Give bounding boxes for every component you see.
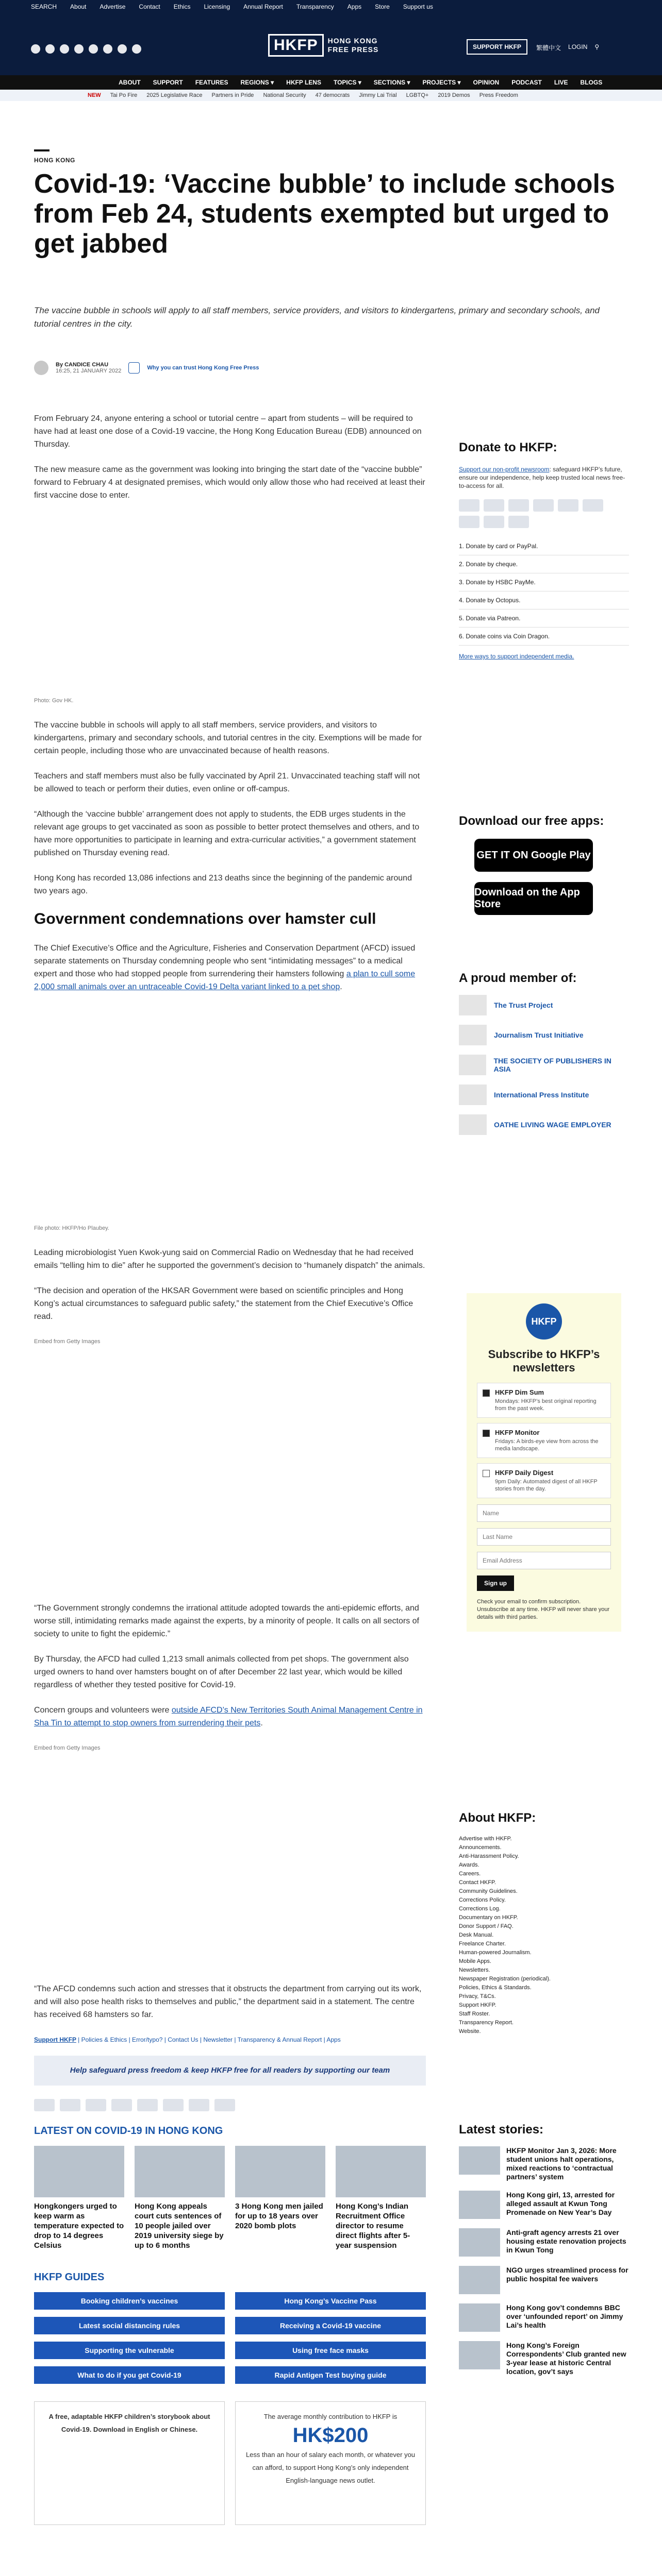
facebook-icon[interactable] — [31, 44, 40, 54]
headline[interactable]: 3 Hong Kong men jailed for up to 18 years over 2020 bomb plots — [235, 2202, 323, 2230]
topbar-store[interactable]: Store — [375, 3, 390, 10]
topbar-annual-report[interactable]: Annual Report — [243, 3, 283, 10]
logo-line-2: FREE PRESS — [327, 45, 379, 54]
checkbox[interactable] — [483, 1430, 490, 1437]
option-desc: Mondays: HKFP’s best original reporting from the past week. — [495, 1398, 597, 1412]
paragraph-text: . — [260, 1719, 263, 1727]
thumbnail — [459, 2146, 500, 2175]
paragraph: Leading microbiologist Yuen Kwok-yung said on Commercial Radio on Wednesday that he had received emails “telling him to die” after he supported the government’s decision to “humanely dispatch” the animals. — [34, 1248, 425, 1270]
paragraph: “The AFCD condemns such action and stresses that it obstructs the department from carrying out its work, and will also pose health risks to themselves and public,” the department said in a statement. The centre has received 68 hamsters so far. — [34, 1985, 422, 2019]
email-input[interactable]: Email Address — [477, 1552, 611, 1569]
list-item[interactable] — [459, 2303, 629, 2332]
guides-heading: HKFP GUIDES — [34, 2272, 105, 2283]
email-icon[interactable] — [132, 44, 141, 54]
member-label: OATHE LIVING WAGE EMPLOYER — [494, 1121, 611, 1129]
storybook-promo[interactable] — [34, 2401, 225, 2525]
apps-heading: Download our free apps: — [459, 814, 604, 828]
nav-sections[interactable]: SECTIONS ▾ — [373, 79, 410, 86]
octopus-icon[interactable] — [163, 2099, 184, 2111]
donate-option[interactable]: 2. Donate by cheque. — [459, 555, 629, 573]
paragraph — [34, 1704, 426, 1730]
guide-button[interactable]: Booking children’s vaccines — [34, 2292, 225, 2310]
nav-opinion[interactable]: OPINION — [473, 79, 500, 86]
mastercard-icon[interactable] — [60, 2099, 80, 2111]
more-ways-link[interactable]: More ways to support independent media. — [459, 653, 574, 660]
header-right — [536, 43, 599, 52]
support-links — [34, 2033, 426, 2046]
photo-caption: File photo: HKFP/Ho Plaubey. — [34, 1225, 109, 1231]
paypal-icon[interactable] — [533, 499, 554, 512]
payme-icon[interactable] — [558, 499, 578, 512]
support-hkfp-link[interactable]: Support HKFP — [34, 2036, 76, 2043]
topbar-apps[interactable]: Apps — [347, 3, 362, 10]
paragraph — [34, 942, 426, 993]
thumbnail — [459, 2228, 500, 2257]
nav-live[interactable]: LIVE — [554, 79, 568, 86]
help-safeguard-banner[interactable]: Help safeguard press freedom & keep HKFP free for all readers by supporting our team — [34, 2056, 426, 2086]
member-trust-project[interactable] — [459, 995, 629, 1015]
article-category[interactable]: HONG KONG — [34, 157, 75, 164]
about-link[interactable]: Documentary on HKFP. — [459, 1914, 518, 1921]
member-heading: A proud member of: — [459, 971, 577, 985]
article-body — [34, 412, 426, 2525]
list-item[interactable] — [459, 2266, 629, 2294]
member-sopa[interactable] — [459, 1055, 629, 1075]
visa-icon[interactable] — [34, 2099, 55, 2111]
avatar — [34, 361, 48, 375]
trust-project-logo — [459, 995, 487, 1015]
headline[interactable]: HKFP Monitor Jan 3, 2026: More student unions halt operations, mixed reactions to ‘contractual partners’ system — [506, 2146, 617, 2181]
paragraph: “The Government strongly condemns the irrational attitude adopted towards the anti-epidemic efforts, and worse still, intimidating remarks made against the experts, by a minority of people. It calls on all sectors of society to unite to fight the epidemic.” — [34, 1604, 419, 1638]
donate-widget — [459, 440, 629, 660]
about-link[interactable]: Policies, Ethics & Standards. — [459, 1985, 532, 1991]
logo-line-1: HONG KONG — [327, 37, 378, 45]
donate-heading: Donate to HKFP: — [459, 440, 557, 454]
nav-features[interactable]: FEATURES — [195, 79, 228, 86]
article-photo — [34, 514, 426, 694]
paragraph-text: The Chief Executive’s Office and the Agriculture, Fisheries and Conservation Department (AFCD) issued separate statements on Thursday condemning people who sent “intimidating messages” to a medical expert and those who had stopped people from surrendering their hamsters following — [34, 944, 416, 978]
thumbnail — [34, 2146, 124, 2197]
ipi-logo — [459, 1084, 487, 1105]
newsletter-option-monitor[interactable] — [477, 1423, 611, 1458]
thumbnail — [459, 2341, 500, 2369]
nav-support[interactable]: SUPPORT — [153, 79, 183, 86]
about-link[interactable]: Mobile Apps. — [459, 1958, 491, 1964]
list-item[interactable] — [34, 2146, 124, 2250]
octopus-icon[interactable] — [583, 499, 603, 512]
contribution-intro: The average monthly contribution to HKFP is — [263, 2413, 398, 2420]
about-link[interactable]: Staff Roster. — [459, 2011, 490, 2017]
embed-caption[interactable]: Embed from Getty Images — [34, 1338, 101, 1345]
nav-about[interactable]: ABOUT — [119, 79, 141, 86]
embed-caption[interactable]: Embed from Getty Images — [34, 1745, 101, 1751]
logo-wordmark — [328, 37, 379, 54]
search-icon[interactable]: ⚲ — [594, 43, 600, 50]
afcd-centre-link[interactable]: outside AFCD’s New Territories South Animal Management Centre in Sha Tin to attempt to stop owners from surrendering their pets — [34, 1706, 423, 1727]
about-link[interactable]: Awards. — [459, 1862, 479, 1868]
author-name[interactable]: By CANDICE CHAU — [56, 362, 109, 368]
about-link[interactable]: Human-powered Journalism. — [459, 1950, 532, 1956]
contribution-value: HK$200 — [292, 2424, 369, 2447]
topbar-transparency[interactable]: Transparency — [296, 3, 334, 10]
about-link[interactable]: Advertise with HKFP. — [459, 1836, 512, 1842]
payment-methods — [34, 2099, 426, 2111]
name-input[interactable]: Name — [477, 1504, 611, 1522]
cheque-icon[interactable] — [484, 516, 504, 528]
list-item[interactable] — [459, 2191, 629, 2219]
trust-badge-icon — [128, 362, 140, 374]
trending-item[interactable]: National Security — [263, 92, 306, 98]
donate-intro-text: : safeguard HKFP’s future, ensure our independence, help keep trusted local news free-to-access for all. — [459, 466, 625, 489]
paragraph: “The decision and operation of the HKSAR Government were based on scientific principles and Hong Kong’s actual circumstances to safeguard public safety,” the statement from the Chief Executive’s Office read. — [34, 1286, 413, 1321]
trending-item[interactable]: 2025 Legislative Race — [146, 92, 203, 98]
donate-option[interactable]: 4. Donate by Octopus. — [459, 591, 629, 609]
promo-row — [34, 2401, 426, 2525]
topbar-licensing[interactable]: Licensing — [204, 3, 230, 10]
headline[interactable]: Hong Kong gov’t condemns BBC over ‘unfounded report’ on Jimmy Lai’s health — [506, 2303, 623, 2329]
about-link[interactable]: Community Guidelines. — [459, 1888, 518, 1894]
donate-option[interactable]: 3. Donate by HSBC PayMe. — [459, 573, 629, 591]
paragraph: “Although the ‘vaccine bubble’ arrangement does not apply to students, the EDB urges students in the relevant age groups to get vaccinated as soon as possible to better protect themselves and others, and to have more opportunities to participate in learning and extra-curricular activities,” a government statement published on Thursday evening read. — [34, 810, 420, 857]
about-link[interactable]: Donor Support / FAQ. — [459, 1923, 514, 1929]
option-title: HKFP Dim Sum — [495, 1388, 544, 1396]
guide-button[interactable]: Supporting the vulnerable — [34, 2342, 225, 2359]
thumbnail — [235, 2146, 325, 2197]
headline[interactable]: Hong Kong appeals court cuts sentences of 10 people jailed over 2019 university siege by up to 6 months — [135, 2202, 224, 2250]
trending-bar — [0, 90, 662, 101]
newsletter-option-daily-digest[interactable] — [477, 1463, 611, 1498]
coin-icon[interactable] — [508, 516, 529, 528]
trending-item[interactable]: LGBTQ+ — [406, 92, 429, 98]
thumbnail — [336, 2146, 426, 2197]
member-label: THE SOCIETY OF PUBLISHERS IN ASIA — [493, 1057, 611, 1073]
list-item[interactable] — [459, 2146, 629, 2181]
amex-icon[interactable] — [508, 499, 529, 512]
topbar-advertise[interactable]: Advertise — [100, 3, 126, 10]
topbar-about[interactable]: About — [70, 3, 87, 10]
paypal-icon[interactable] — [111, 2099, 132, 2111]
checkbox[interactable] — [483, 1389, 490, 1397]
about-link[interactable]: Corrections Policy. — [459, 1897, 506, 1903]
storybook-text: A free, adaptable HKFP children’s storybook about Covid-19. Download in English or Chinese. — [48, 2413, 210, 2433]
section-heading: Government condemnations over hamster cull — [34, 910, 376, 927]
logo-mark: HKFP — [268, 34, 324, 57]
contribution-promo[interactable] — [235, 2401, 426, 2525]
nonprofit-link[interactable]: Support our non-profit newsroom — [459, 466, 550, 473]
topbar-contact[interactable]: Contact — [139, 3, 160, 10]
trust-link[interactable]: Why you can trust Hong Kong Free Press — [147, 365, 259, 371]
headline[interactable]: Hong Kong’s Indian Recruitment Office director to resume direct flights after 5-year suspension — [336, 2202, 410, 2250]
checkbox[interactable] — [483, 1470, 490, 1477]
about-link[interactable]: Announcements. — [459, 1844, 502, 1851]
newsletter-title: Subscribe to HKFP’s newsletters — [488, 1348, 600, 1374]
trending-item[interactable]: 47 democrats — [315, 92, 350, 98]
byline — [34, 361, 259, 375]
list-item[interactable] — [459, 2341, 629, 2376]
mastercard-icon[interactable] — [484, 499, 504, 512]
contribution-text: Less than an hour of salary each month, or whatever you can afford, to support Hong Kong’s only independent English-language news outlet. — [245, 2451, 416, 2484]
top-utility-bar — [0, 0, 662, 13]
option-title: HKFP Daily Digest — [495, 1469, 554, 1477]
social-icons — [31, 44, 141, 54]
option-desc: Fridays: A birds-eye view from across the media landscape. — [495, 1438, 599, 1452]
trending-item[interactable]: Partners in Pride — [211, 92, 254, 98]
about-link[interactable]: Newspaper Registration (periodical). — [459, 1976, 551, 1982]
support-hkfp-button[interactable]: SUPPORT HKFP — [467, 39, 527, 55]
topbar-ethics[interactable]: Ethics — [173, 3, 191, 10]
member-label: The Trust Project — [494, 1001, 553, 1009]
nav-regions[interactable]: REGIONS ▾ — [240, 79, 274, 86]
cull-plan-link[interactable]: a plan to cull some 2,000 small animals over an untraceable Covid-19 Delta variant linked to a pet shop — [34, 970, 416, 991]
member-label: Journalism Trust Initiative — [494, 1031, 584, 1039]
embed-image — [34, 1360, 426, 1602]
paragraph-text: . — [340, 982, 342, 991]
nav-projects[interactable]: PROJECTS ▾ — [422, 79, 461, 86]
guide-button[interactable]: Hong Kong’s Vaccine Pass — [235, 2292, 426, 2310]
latest-stories-widget — [459, 2123, 629, 2376]
option-desc: 9pm Daily: Automated digest of all HKFP stories from the day. — [495, 1479, 598, 1492]
list-item[interactable] — [135, 2146, 225, 2250]
instagram-icon[interactable] — [60, 44, 69, 54]
telegram-icon[interactable] — [118, 44, 127, 54]
article-photo — [34, 1006, 426, 1222]
latest-covid-heading: LATEST ON COVID-19 IN HONG KONG — [34, 2125, 223, 2137]
paragraph: The new measure came as the government was looking into bringing the start date of the “vaccine bubble” forward to February 4 at designated premises, which would only allow those who had received at least their first vaccine dose to enter. — [34, 465, 425, 500]
guide-button[interactable]: Rapid Antigen Test buying guide — [235, 2366, 426, 2384]
newsletter-widget — [467, 1293, 621, 1632]
newsletter-logo: HKFP — [526, 1303, 562, 1340]
kicker-divider — [34, 149, 49, 151]
member-living-wage[interactable] — [459, 1114, 629, 1135]
latest-heading: Latest stories: — [459, 2123, 544, 2137]
about-link[interactable]: Newsletters. — [459, 1967, 490, 1973]
about-link[interactable]: Careers. — [459, 1871, 481, 1877]
x-icon[interactable] — [45, 44, 55, 54]
headline[interactable]: Anti-graft agency arrests 21 over housing estate renovation projects in Kwun Tong — [506, 2228, 626, 2254]
thumbnail — [459, 2266, 500, 2294]
about-link[interactable]: Corrections Log. — [459, 1906, 501, 1912]
trending-item[interactable]: Jimmy Lai Trial — [359, 92, 397, 98]
member-label: International Press Institute — [494, 1091, 589, 1099]
about-link[interactable]: Transparency Report. — [459, 2020, 514, 2026]
about-widget — [459, 1811, 629, 2036]
about-heading: About HKFP: — [459, 1811, 536, 1825]
about-link[interactable]: Website. — [459, 2028, 481, 2035]
about-links — [459, 1835, 629, 2036]
topbar-support[interactable]: Support us — [403, 3, 433, 10]
paragraph-text: Concern groups and volunteers were — [34, 1706, 172, 1715]
newsletter-note: Check your email to confirm subscription. Unsubscribe at any time. HKFP will never share your details with third parties. — [477, 1599, 610, 1620]
cheque-icon[interactable] — [214, 2099, 235, 2111]
apps-widget — [459, 814, 629, 915]
visa-icon[interactable] — [459, 499, 479, 512]
trending-item[interactable]: Press Freedom — [479, 92, 518, 98]
latest-covid-list — [34, 2146, 426, 2250]
member-ipi[interactable] — [459, 1084, 629, 1105]
list-item[interactable] — [459, 2228, 629, 2257]
signup-button[interactable]: Sign up — [477, 1575, 514, 1591]
main-nav — [0, 75, 662, 90]
new-badge: NEW — [88, 92, 101, 98]
nav-podcast[interactable]: PODCAST — [511, 79, 542, 86]
about-link[interactable]: Desk Manual. — [459, 1932, 494, 1938]
thumbnail — [459, 2303, 500, 2332]
linkedin-icon[interactable] — [103, 44, 112, 54]
headline[interactable]: Hong Kong’s Foreign Correspondents’ Club granted new 3-year lease at historic Central location, gov’t says — [506, 2341, 626, 2376]
jti-logo — [459, 1025, 487, 1045]
login-link[interactable]: LOGIN — [568, 43, 588, 50]
paragraph: By Thursday, the AFCD had culled 1,213 small animals collected from pet shops. The government also urged owners to hand over hamsters bought on of after December 22 last year, which would be killed regardless of whether they tested positive for Covid-19. — [34, 1655, 409, 1689]
threads-icon[interactable] — [74, 44, 84, 54]
youtube-icon[interactable] — [89, 44, 98, 54]
option-title: HKFP Monitor — [495, 1429, 540, 1436]
guide-button[interactable]: Latest social distancing rules — [34, 2317, 225, 2334]
payme-icon[interactable] — [137, 2099, 158, 2111]
donate-option[interactable]: 1. Donate by card or PayPal. — [459, 537, 629, 555]
headline[interactable]: Hong Kong girl, 13, arrested for alleged assault at Kwun Tong Promenade on New Year’s Day — [506, 2191, 615, 2216]
donate-option[interactable]: 6. Donate coins via Coin Dragon. — [459, 628, 629, 646]
nav-blogs[interactable]: BLOGS — [580, 79, 603, 86]
embed-image — [34, 1766, 426, 1982]
patreon-icon[interactable] — [459, 516, 479, 528]
topbar-search[interactable]: SEARCH — [31, 3, 57, 10]
headline[interactable]: Hongkongers urged to keep warm as temperature expected to drop to 14 degrees Celsius — [34, 2202, 124, 2250]
living-wage-logo — [459, 1114, 487, 1135]
patreon-icon[interactable] — [189, 2099, 209, 2111]
thumbnail — [135, 2146, 225, 2197]
last-name-input[interactable]: Last Name — [477, 1528, 611, 1546]
policy-links[interactable]: | Policies & Ethics | Error/typo? | Contact Us | Newsletter | Transparency & Annual Report | Apps — [78, 2036, 341, 2043]
about-link[interactable]: Anti-Harassment Policy. — [459, 1853, 519, 1859]
nav-hkfp-lens[interactable]: HKFP LENS — [286, 79, 321, 86]
language-switch[interactable]: 繁體中文 — [536, 44, 561, 52]
paragraph: The vaccine bubble in schools will apply to all staff members, service providers, and visitors to kindergartens, primary and secondary schools, and tutorial centres in the city. Exemptions will be made for certain people, including those who are unvaccinated because of health reasons. — [34, 721, 422, 755]
guide-button[interactable]: Using free face masks — [235, 2342, 426, 2359]
about-link[interactable]: Contact HKFP. — [459, 1879, 496, 1886]
guide-button[interactable]: Receiving a Covid-19 vaccine — [235, 2317, 426, 2334]
member-jti[interactable] — [459, 1025, 629, 1045]
amex-icon[interactable] — [86, 2099, 106, 2111]
app-store-button[interactable]: Download on the App Store — [474, 882, 593, 915]
donate-intro — [459, 465, 629, 490]
google-play-button[interactable]: GET IT ON Google Play — [474, 839, 593, 872]
list-item[interactable] — [235, 2146, 325, 2250]
about-link[interactable]: Support HKFP. — [459, 2002, 496, 2008]
donate-payment-icons — [459, 499, 614, 528]
article-standfirst: The vaccine bubble in schools will apply to all staff members, service providers, and visitors to kindergartens, primary and secondary schools, and tutorial centres in the city. — [34, 306, 600, 329]
member-widget — [459, 971, 629, 1135]
donate-option[interactable]: 5. Donate via Patreon. — [459, 609, 629, 628]
nav-topics[interactable]: TOPICS ▾ — [333, 79, 361, 86]
sopa-logo — [459, 1055, 486, 1075]
paragraph: From February 24, anyone entering a school or tutorial centre – apart from students – will be required to have had at least one dose of a Covid-19 vaccine, the Hong Kong Education Bureau (EDB) announced on Thursday. — [34, 414, 422, 449]
headline[interactable]: NGO urges streamlined process for public hospital fee waivers — [506, 2266, 628, 2283]
about-link[interactable]: Privacy, T&Cs. — [459, 1993, 496, 1999]
about-link[interactable]: Freelance Charter. — [459, 1941, 506, 1947]
trending-item[interactable]: 2019 Demos — [438, 92, 470, 98]
publish-date: 16:25, 21 JANUARY 2022 — [56, 368, 122, 374]
site-logo[interactable] — [268, 34, 378, 57]
guides-grid — [34, 2292, 426, 2384]
guide-button[interactable]: What to do if you get Covid-19 — [34, 2366, 225, 2384]
trending-item[interactable]: Tai Po Fire — [110, 92, 138, 98]
paragraph: Hong Kong has recorded 13,086 infections and 213 deaths since the beginning of the pandemic around two years ago. — [34, 874, 412, 895]
thumbnail — [459, 2191, 500, 2219]
paragraph: Teachers and staff members must also be fully vaccinated by April 21. Unvaccinated teaching staff will not be allowed to teach or perform their duties, even online or off-campus. — [34, 772, 420, 793]
list-item[interactable] — [336, 2146, 426, 2250]
photo-caption: Photo: Gov HK. — [34, 698, 74, 704]
article-title: Covid-19: ‘Vaccine bubble’ to include schools from Feb 24, students exempted but urged to get jabbed — [34, 169, 615, 259]
newsletter-option-dim-sum[interactable] — [477, 1383, 611, 1418]
